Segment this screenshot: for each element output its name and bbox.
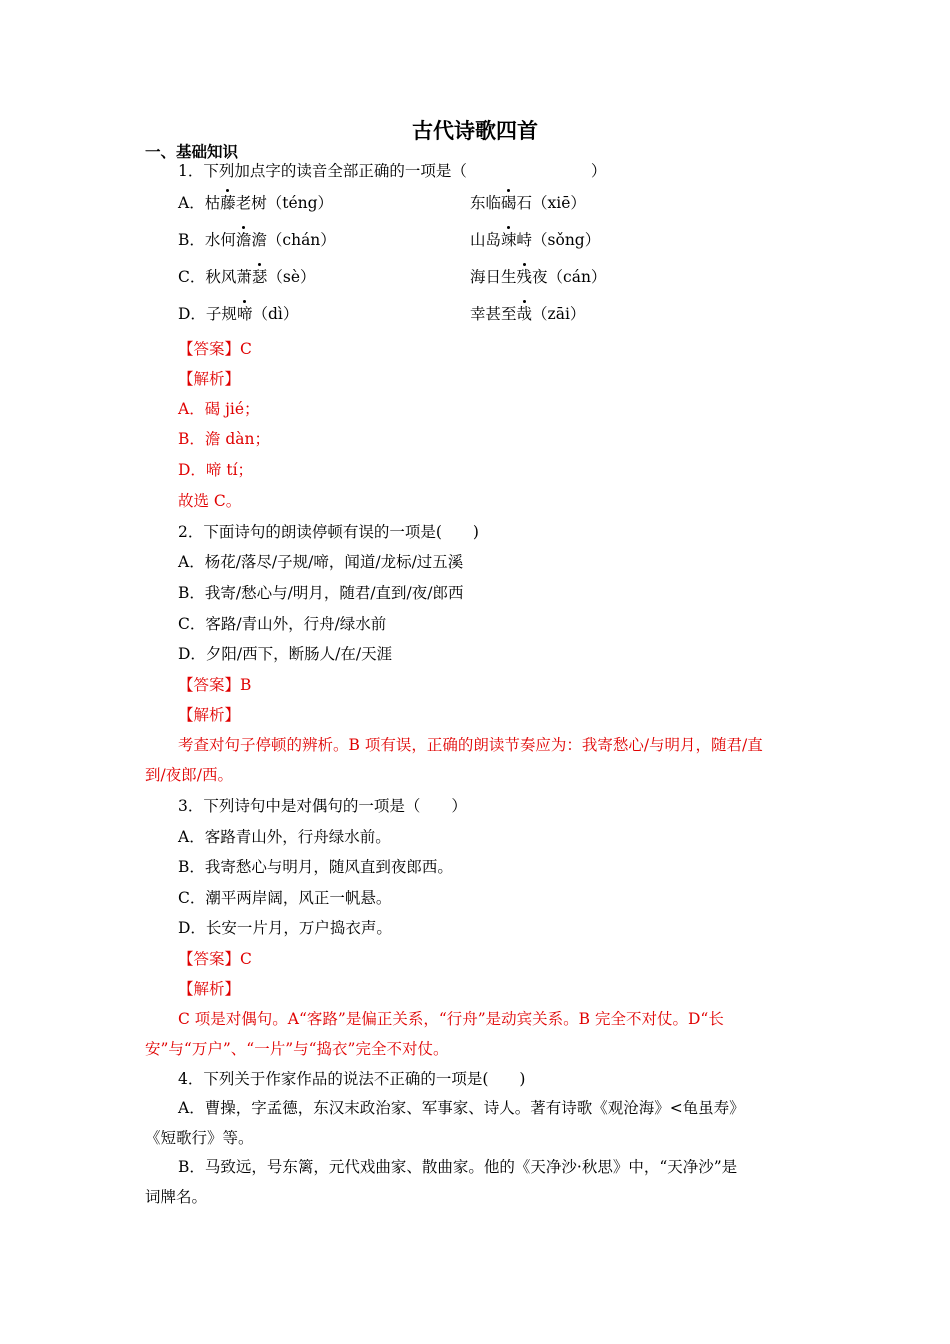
section-heading: 一、基础知识 (145, 142, 239, 161)
emphasis-dot-char: 碣 (501, 194, 517, 212)
q1-analysis-label: 【解析】 (178, 370, 241, 388)
q3-stem: 3．下列诗句中是对偶句的一项是（ ） (178, 797, 467, 815)
q2-option: A．杨花/落尽/子规/啼，闻道/龙标/过五溪 (178, 553, 464, 571)
q1-option-b-left: B．水何澹澹（chán） (178, 231, 336, 249)
q2-answer: 【答案】B (178, 676, 252, 694)
q2-analysis-label: 【解析】 (178, 706, 241, 724)
q1-analysis-line: A．碣 jié； (178, 400, 260, 418)
q3-analysis-label: 【解析】 (178, 980, 241, 998)
q3-option: D．长安一片月，万户捣衣声。 (178, 919, 392, 937)
q1-answer: 【答案】C (178, 340, 252, 358)
q1-option-a-right: 东临碣石（xiē） (470, 194, 586, 212)
page-title: 古代诗歌四首 (412, 118, 538, 143)
emphasis-dot-char: 啼 (236, 305, 253, 323)
q4-option-b-cont: 词牌名。 (145, 1188, 208, 1206)
q1-stem: 1．下列加点字的读音全部正确的一项是（ ） (178, 162, 607, 180)
q1-option-d-left: D．子规啼（dì） (178, 305, 299, 323)
q1-analysis-line: 故选 C。 (178, 492, 242, 510)
q3-option: A．客路青山外，行舟绿水前。 (178, 828, 391, 846)
q2-stem: 2．下面诗句的朗读停顿有误的一项是( ) (178, 523, 479, 541)
q3-answer: 【答案】C (178, 950, 252, 968)
q1-option-c-left: C．秋风萧瑟（sè） (178, 268, 316, 286)
q4-option-a: A．曹操，字孟德，东汉末政治家、军事家、诗人。著有诗歌《观沧海》<龟虽寿》 (178, 1099, 745, 1117)
q1-option-b-right: 山岛竦峙（sǒng） (470, 231, 601, 249)
emphasis-dot-char: 竦 (501, 231, 517, 249)
q2-option: D．夕阳/西下，断肠人/在/天涯 (178, 645, 393, 663)
emphasis-dot-char: 藤 (220, 194, 236, 212)
q2-option: B．我寄/愁心与/明月，随君/直到/夜/郎西 (178, 584, 464, 602)
emphasis-dot-char: 残 (516, 268, 533, 286)
q2-analysis-line: 考查对句子停顿的辨析。B 项有误，正确的朗读节奏应为：我寄愁心/与明月，随君/直 (178, 736, 763, 754)
q3-analysis-line: 安”与“万户”、“一片”与“捣衣”完全不对仗。 (145, 1040, 449, 1058)
q3-option: B．我寄愁心与明月，随风直到夜郎西。 (178, 858, 453, 876)
q1-option-d-right: 幸甚至哉（zāi） (470, 305, 586, 323)
q1-option-a-left: A．枯藤老树（téng） (178, 194, 334, 212)
emphasis-dot-char: 哉 (516, 305, 533, 323)
q2-analysis-line: 到/夜郎/西。 (145, 766, 233, 784)
q4-stem: 4．下列关于作家作品的说法不正确的一项是( ) (178, 1070, 526, 1088)
q4-option-b: B．马致远，号东篱，元代戏曲家、散曲家。他的《天净沙·秋思》中，“天净沙”是 (178, 1158, 738, 1176)
q4-option-a-cont: 《短歌行》等。 (145, 1129, 254, 1147)
q2-option: C．客路/青山外，行舟/绿水前 (178, 615, 387, 633)
q1-analysis-line: B．澹 dàn； (178, 430, 270, 448)
q3-analysis-line: C 项是对偶句。A“客路”是偏正关系，“行舟”是动宾关系。B 完全不对仗。D“长 (178, 1010, 724, 1028)
emphasis-dot-char: 澹 (235, 231, 252, 249)
q3-option: C．潮平两岸阔，风正一帆悬。 (178, 889, 392, 907)
q1-option-c-right: 海日生残夜（cán） (470, 268, 607, 286)
emphasis-dot-char: 瑟 (251, 268, 268, 286)
q1-analysis-line: D．啼 tí； (178, 461, 254, 479)
